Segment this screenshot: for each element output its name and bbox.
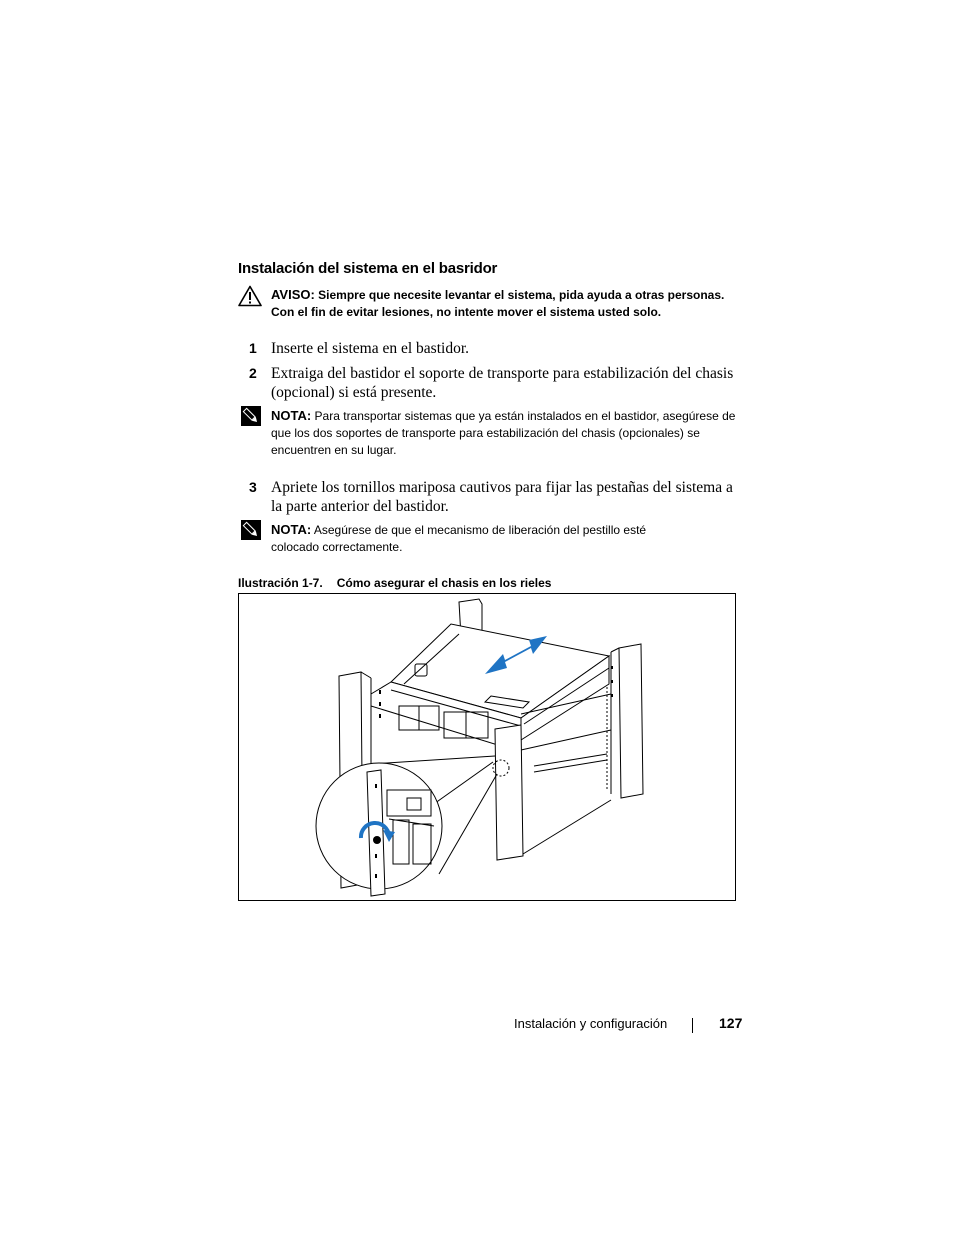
note-notice (271, 521, 681, 556)
figure-title: Cómo asegurar el chasis en los rieles (336, 576, 552, 590)
section-heading: Instalación del sistema en el basridor (238, 260, 498, 277)
footer-divider (692, 1018, 693, 1033)
step-text: Extraiga del bastidor el soporte de transporte para estabilización del chasis (opcional) si está presente. (271, 365, 734, 401)
figure-frame (238, 593, 736, 901)
note-label: NOTA: (271, 522, 312, 537)
note-text: Asegúrese de que el mecanismo de liberación del pestillo esté colocado correctamente. (271, 523, 647, 554)
step-number: 3 (249, 479, 257, 495)
figure-label: Ilustración 1-7. (238, 576, 323, 590)
step-number: 1 (249, 340, 257, 356)
step-number: 2 (249, 365, 257, 381)
step-text: Apriete los tornillos mariposa cautivos para fijar las pestañas del sistema a la parte anterior del bastidor. (271, 479, 733, 515)
warning-text: Siempre que necesite levantar el sistema, pida ayuda a otras personas. Con el fin de evitar lesiones, no intente mover el sistema usted solo. (271, 288, 725, 319)
footer-section: Instalación y configuración (514, 1016, 668, 1031)
warning-triangle-icon (238, 285, 262, 307)
step-text: Inserte el sistema en el bastidor. (271, 340, 469, 357)
rack-chassis-illustration (239, 594, 735, 900)
warning-label: AVISO: (271, 287, 315, 302)
page-number: 127 (719, 1015, 743, 1031)
figure-caption (238, 576, 551, 590)
note-text: Para transportar sistemas que ya están instalados en el bastidor, asegúrese de que los dos soportes de transporte para estabilización del chasis (opcionales) se encuentren en su lugar. (271, 409, 736, 457)
note-label: NOTA: (271, 408, 312, 423)
note-pencil-icon (240, 405, 262, 427)
note-notice (271, 407, 743, 459)
warning-notice (271, 286, 741, 321)
note-pencil-icon (240, 519, 262, 541)
